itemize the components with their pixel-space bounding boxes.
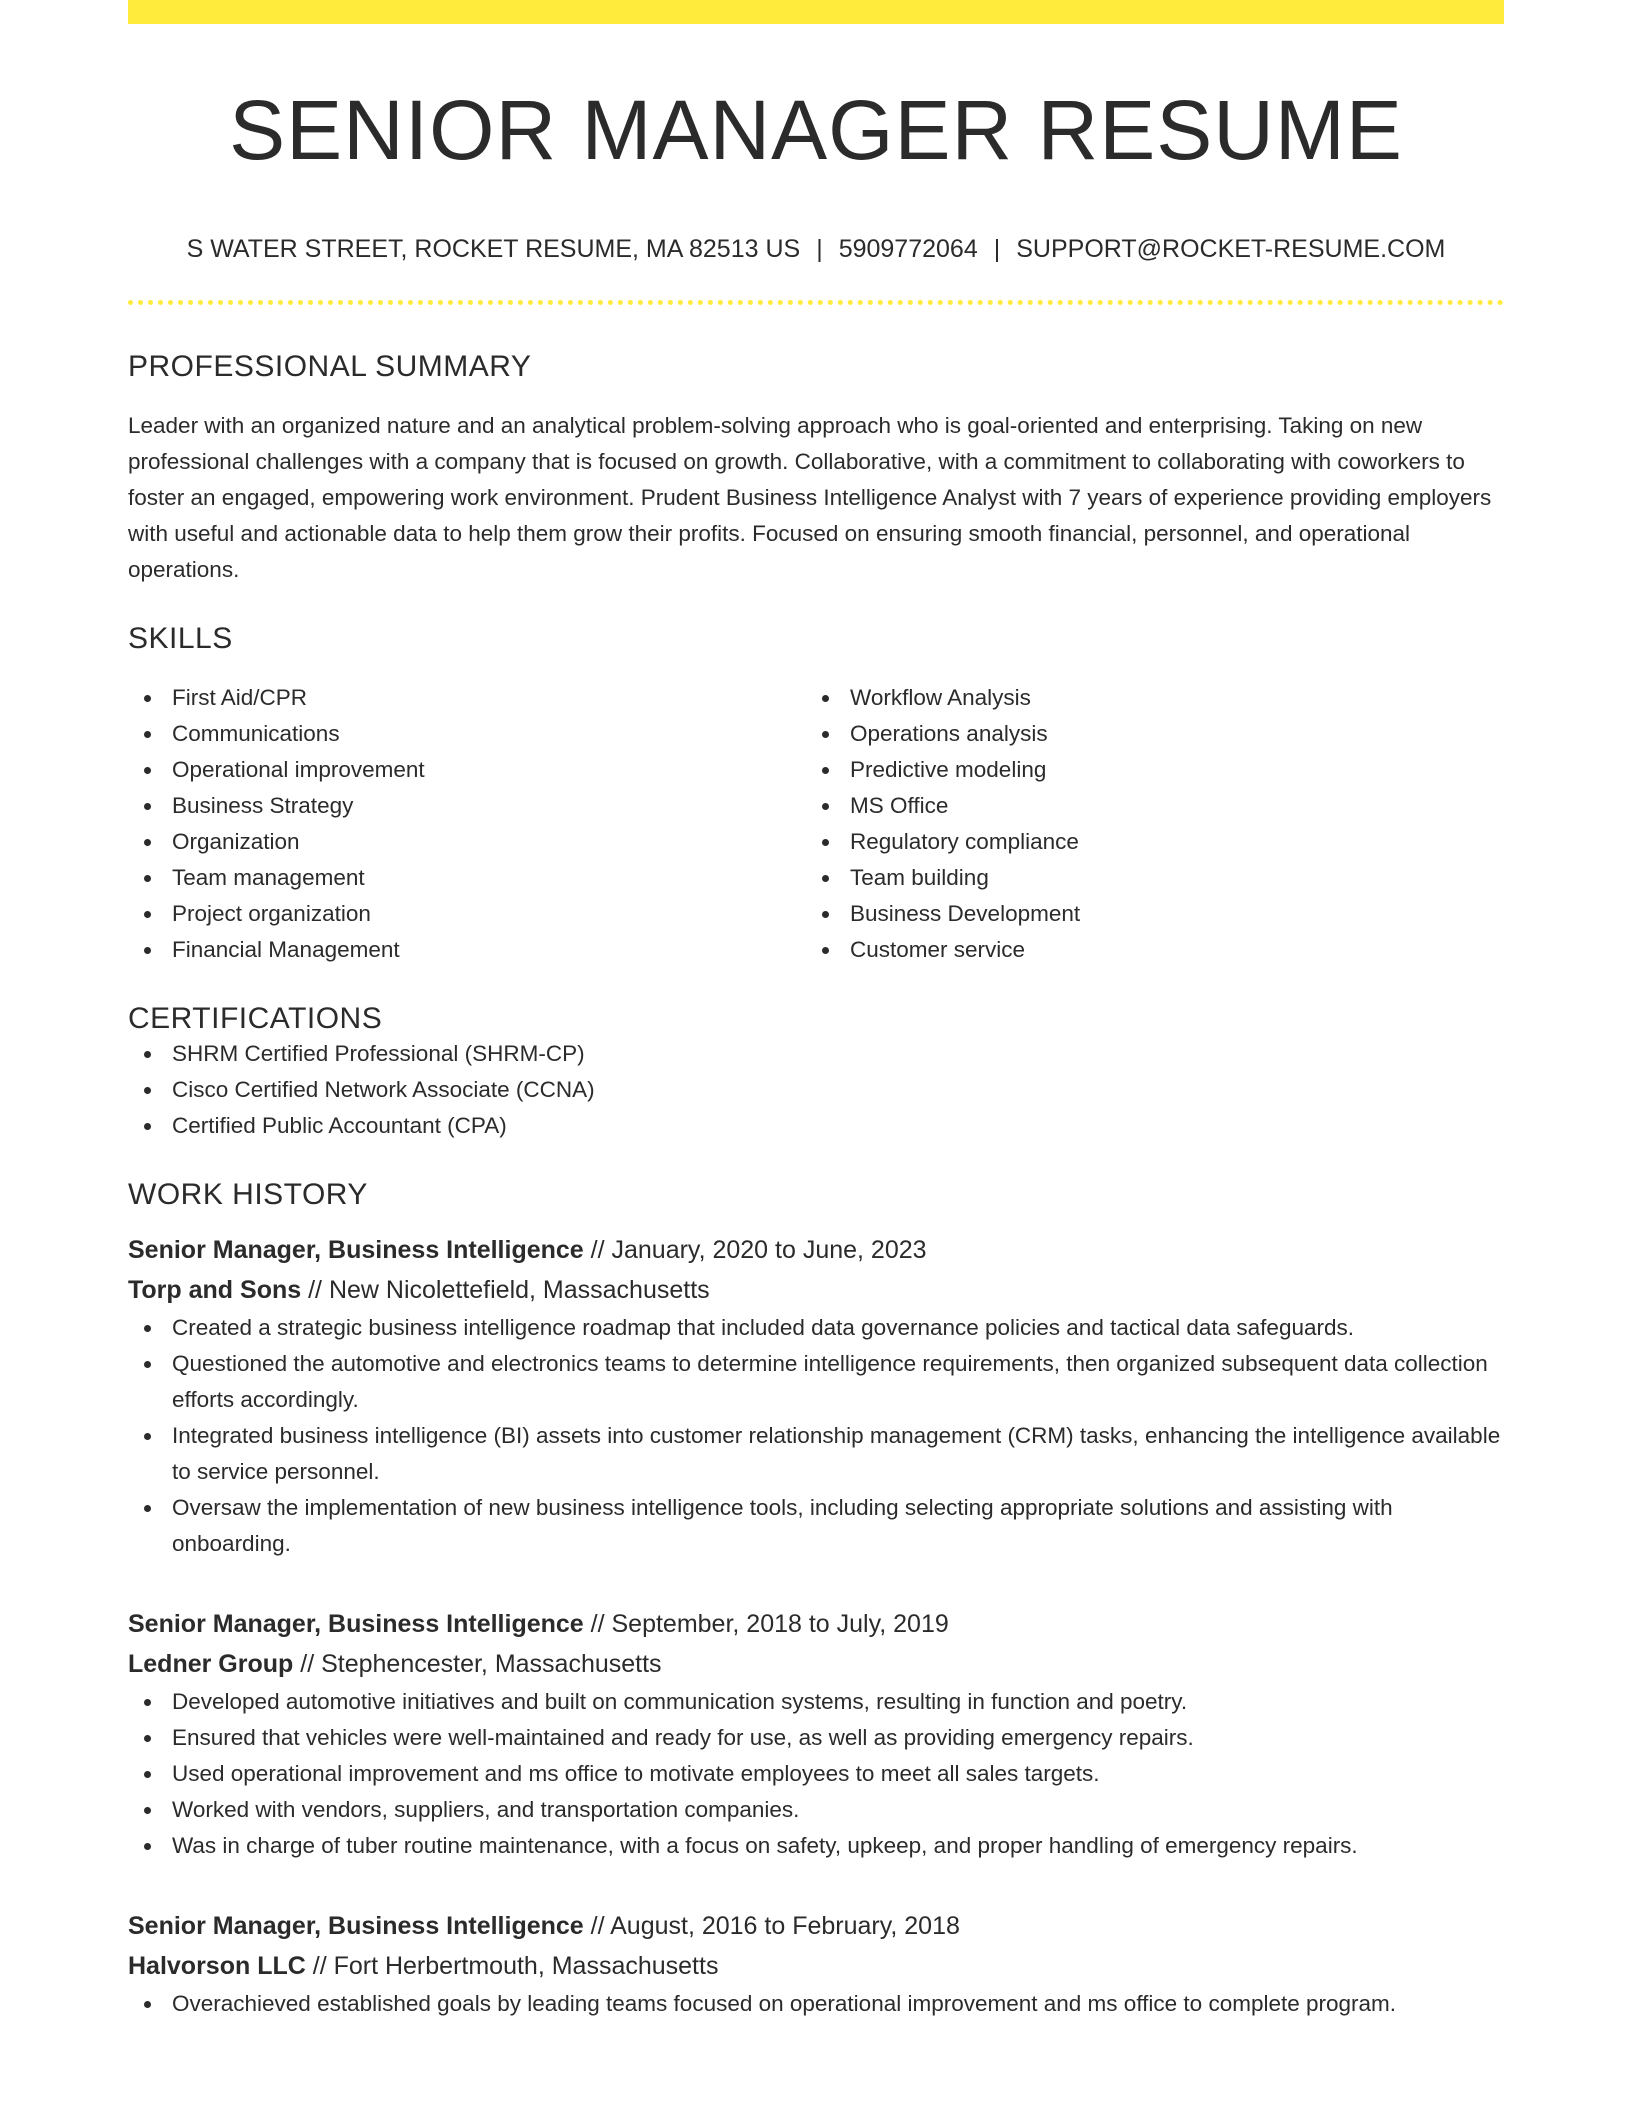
certification-item: SHRM Certified Professional (SHRM-CP)	[128, 1036, 1504, 1072]
skill-item: Operations analysis	[806, 716, 1484, 752]
job-bullet: Used operational improvement and ms office to motivate employees to meet all sales targets.	[128, 1756, 1504, 1792]
skill-item: Operational improvement	[128, 752, 806, 788]
job-entry	[128, 1604, 1504, 1864]
job-dates: // January, 2020 to June, 2023	[590, 1236, 927, 1265]
job-bullets	[128, 1986, 1504, 2022]
skill-item: First Aid/CPR	[128, 680, 806, 716]
job-role: Senior Manager, Business Intelligence	[128, 1610, 584, 1639]
skill-item: MS Office	[806, 788, 1484, 824]
skill-item: Project organization	[128, 896, 806, 932]
job-bullet: Ensured that vehicles were well-maintained and ready for use, as well as providing emergency repairs.	[128, 1720, 1504, 1756]
skill-item: Organization	[128, 824, 806, 860]
contact-separator: |	[816, 235, 823, 264]
job-role-line	[128, 1604, 1504, 1644]
certifications-list	[128, 1036, 1504, 1144]
job-entry	[128, 1230, 1504, 1562]
job-bullet: Oversaw the implementation of new business intelligence tools, including selecting appropriate solutions and assisting with onboarding.	[128, 1490, 1504, 1562]
dotted-divider	[128, 300, 1504, 305]
job-location: // Stephencester, Massachusetts	[300, 1650, 662, 1679]
job-bullet: Questioned the automotive and electronics teams to determine intelligence requirements, then organized subsequent data collection efforts accordingly.	[128, 1346, 1504, 1418]
job-bullet: Was in charge of tuber routine maintenance, with a focus on safety, upkeep, and proper handling of emergency repairs.	[128, 1828, 1504, 1864]
skill-item: Customer service	[806, 932, 1484, 968]
job-bullets	[128, 1684, 1504, 1864]
contact-separator: |	[993, 235, 1001, 264]
contact-address: S WATER STREET, ROCKET RESUME, MA 82513 US	[186, 235, 801, 264]
skill-item: Predictive modeling	[806, 752, 1484, 788]
skill-item: Team management	[128, 860, 806, 896]
job-dates: // September, 2018 to July, 2019	[590, 1610, 949, 1639]
skill-item: Business Strategy	[128, 788, 806, 824]
skill-item: Regulatory compliance	[806, 824, 1484, 860]
skill-item: Workflow Analysis	[806, 680, 1484, 716]
job-entry	[128, 1906, 1504, 2022]
skills-column-right	[806, 680, 1484, 968]
skill-item: Communications	[128, 716, 806, 752]
job-role: Senior Manager, Business Intelligence	[128, 1912, 584, 1941]
skills-grid	[128, 680, 1504, 968]
skill-item: Business Development	[806, 896, 1484, 932]
job-bullet: Developed automotive initiatives and built on communication systems, resulting in function and poetry.	[128, 1684, 1504, 1720]
job-bullet: Overachieved established goals by leading teams focused on operational improvement and ms office to complete program.	[128, 1986, 1504, 2022]
job-bullets	[128, 1310, 1504, 1562]
accent-top-bar	[128, 0, 1504, 24]
summary-text: Leader with an organized nature and an analytical problem-solving approach who is goal-oriented and enterprising. Taking on new professional challenges with a company that is focused on growth. Collaborative, with a commitment to collaborating with coworkers to foster an engaged, empowering work environment. Prudent Business Intelligence Analyst with 7 years of experience providing employers with useful and actionable data to help them grow their profits. Focused on ensuring smooth financial, personnel, and operational operations.	[128, 413, 1492, 583]
certification-item: Cisco Certified Network Associate (CCNA)	[128, 1072, 1504, 1108]
job-role: Senior Manager, Business Intelligence	[128, 1236, 584, 1265]
contact-email: SUPPORT@ROCKET-RESUME.COM	[1016, 235, 1446, 264]
job-company-line	[128, 1946, 1504, 1986]
job-bullet: Worked with vendors, suppliers, and transportation companies.	[128, 1792, 1504, 1828]
job-role-line	[128, 1906, 1504, 1946]
skills-column-left	[128, 680, 806, 968]
job-company: Torp and Sons	[128, 1276, 302, 1305]
skill-item: Team building	[806, 860, 1484, 896]
contact-line	[128, 234, 1504, 264]
contact-phone: 5909772064	[838, 235, 978, 264]
job-company: Halvorson LLC	[128, 1952, 306, 1981]
job-company-line	[128, 1270, 1504, 1310]
resume-page	[128, 0, 1504, 2022]
job-location: // New Nicolettefield, Massachusetts	[308, 1276, 710, 1305]
skill-item: Financial Management	[128, 932, 806, 968]
job-location: // Fort Herbertmouth, Massachusetts	[312, 1952, 719, 1981]
skills-heading: SKILLS	[128, 622, 233, 656]
skills-list-right	[806, 680, 1484, 968]
job-role-line	[128, 1230, 1504, 1270]
job-bullet: Created a strategic business intelligence roadmap that included data governance policies and tactical data safeguards.	[128, 1310, 1504, 1346]
job-company-line	[128, 1644, 1504, 1684]
skills-list-left	[128, 680, 806, 968]
job-bullet: Integrated business intelligence (BI) assets into customer relationship management (CRM) tasks, enhancing the intelligence available to service personnel.	[128, 1418, 1504, 1490]
certifications-heading: CERTIFICATIONS	[128, 1002, 383, 1036]
certification-item: Certified Public Accountant (CPA)	[128, 1108, 1504, 1144]
job-company: Ledner Group	[128, 1650, 294, 1679]
summary-heading: PROFESSIONAL SUMMARY	[128, 350, 532, 384]
job-dates: // August, 2016 to February, 2018	[590, 1912, 960, 1941]
resume-title: SENIOR MANAGER RESUME	[229, 83, 1403, 177]
work-history-heading: WORK HISTORY	[128, 1178, 368, 1212]
